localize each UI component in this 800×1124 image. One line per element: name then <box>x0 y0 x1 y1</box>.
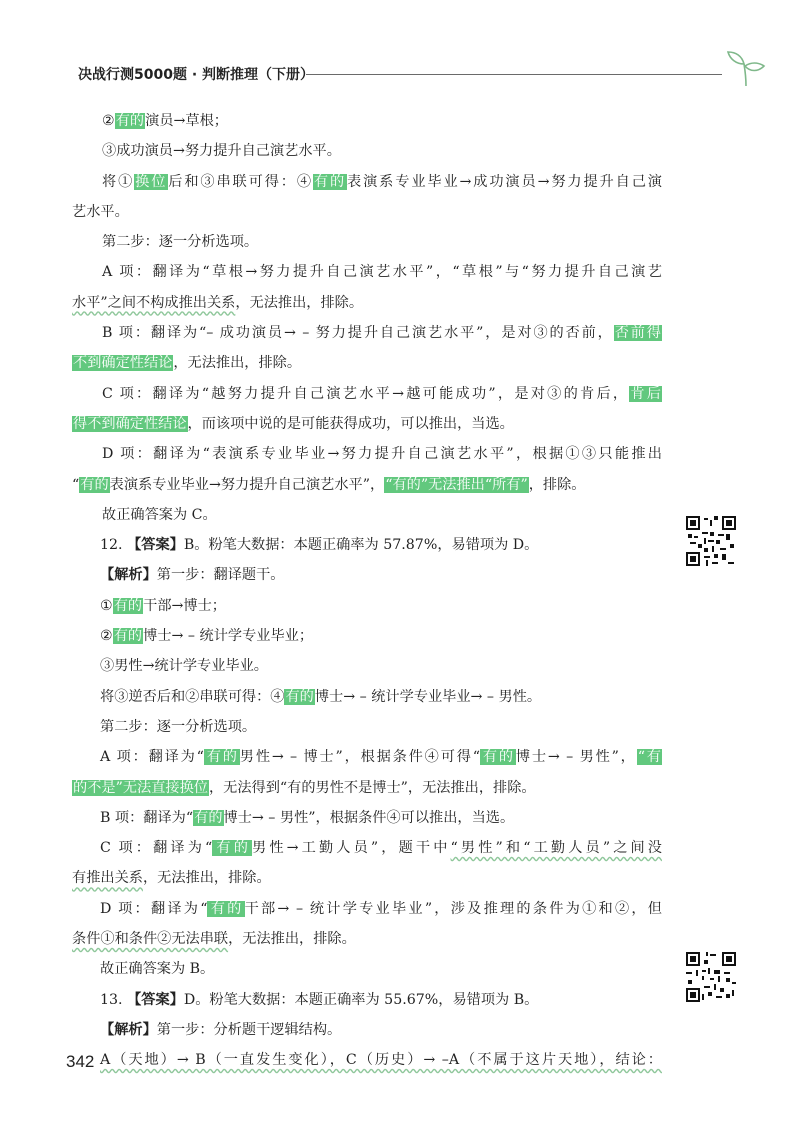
text-run: 艺水平。 <box>72 203 129 220</box>
text-run: 男性→工勤人员”，题干中 <box>252 840 451 857</box>
text-run: 博士→ – 统计学专业毕业； <box>143 628 314 645</box>
underlined-phrase: 有推出关系 <box>72 870 143 887</box>
text-line <box>72 894 662 924</box>
text-run: B。粉笔大数据：本题正确率为 57.87%，易错项为 D。 <box>183 537 539 554</box>
page-number: 342 <box>66 1052 95 1071</box>
qr-code-icon[interactable] <box>686 516 736 566</box>
text-line <box>72 863 662 893</box>
text-run: 第二步：逐一分析选项。 <box>100 718 257 735</box>
underlined-phrase: 水平”之间不构成推出关系 <box>72 294 236 311</box>
text-run: 故正确答案为 C。 <box>102 506 217 523</box>
text-run: B 项：翻译为“ <box>100 809 194 826</box>
text-run: 第二步：逐一分析选项。 <box>102 234 259 251</box>
section-label: 【解析】 <box>100 567 157 584</box>
underlined-phrase: 条件①和条件②无法串联 <box>72 931 229 948</box>
text-line <box>72 348 662 378</box>
text-run: ，无法推出，排除。 <box>235 294 364 311</box>
header-rule <box>306 74 722 75</box>
highlighted-keyword: 有的 <box>115 113 145 129</box>
text-line <box>72 924 662 954</box>
text-line <box>72 167 662 197</box>
text-run: ② <box>102 113 115 129</box>
text-run: 将① <box>102 173 135 190</box>
book-title: 决战行测5000题 · 判断推理（下册） <box>78 67 315 83</box>
text-line <box>72 136 662 166</box>
text-run: 干部→博士； <box>143 597 226 614</box>
highlighted-keyword: 有的 <box>481 749 515 766</box>
text-line <box>72 773 662 803</box>
text-line <box>72 803 662 833</box>
text-run: 将③逆否后和②串联可得：④ <box>100 688 285 705</box>
text-run: ，无法推出，排除。 <box>173 355 302 372</box>
text-run: A 项：翻译为“草根→努力提升自己演艺水平”，“草根”与“努力提升自己演艺 <box>102 264 662 281</box>
highlighted-keyword: 有的 <box>285 688 314 705</box>
text-run: 第一步：翻译题干。 <box>156 567 285 584</box>
highlighted-keyword: 有的 <box>208 900 244 917</box>
text-run: ，排除。 <box>528 476 586 493</box>
text-run: C 项：翻译为“ <box>100 840 213 857</box>
text-run: ，无法推出，排除。 <box>228 931 356 948</box>
text-run: 13. <box>100 991 128 1008</box>
section-label: 【答案】 <box>127 537 184 554</box>
text-run: ，无法推出，排除。 <box>142 870 271 887</box>
text-run: D 项：翻译为“表演系专业毕业→努力提升自己演艺水平”，根据①③只能推出 <box>102 446 662 463</box>
highlighted-keyword: 有的 <box>313 173 347 190</box>
running-header <box>78 62 768 90</box>
text-run: 博士→ – 男性”，根据条件④可以推出，当选。 <box>223 809 515 826</box>
text-run: 后和③串联可得：④ <box>168 173 313 190</box>
text-line <box>72 954 662 984</box>
text-line <box>72 500 662 530</box>
text-run: 12. <box>100 537 128 554</box>
text-run: ③成功演员→努力提升自己演艺水平。 <box>102 143 341 160</box>
text-line <box>72 1045 662 1075</box>
highlighted-keyword: 有的 <box>113 597 143 614</box>
text-run: 博士→ – 统计学专业毕业→ – 男性。 <box>314 688 542 705</box>
underlined-phrase: A（天地）→ B（一直发生变化），C（历史）→ –A（不属于这片天地），结论： <box>100 1052 662 1069</box>
text-run: ③男性→统计学专业毕业。 <box>100 658 268 675</box>
text-line <box>72 985 662 1015</box>
text-run: “ <box>72 476 80 493</box>
text-run: ，而该项中说的是可能获得成功，可以推出，当选。 <box>187 415 514 432</box>
highlighted-keyword: 换位 <box>135 173 168 190</box>
text-run: C 项：翻译为“越努力提升自己演艺水平→越可能成功”，是对③的肯后， <box>102 385 630 402</box>
text-line <box>72 318 662 348</box>
text-run: A 项：翻译为“ <box>100 749 204 766</box>
text-line <box>72 621 662 651</box>
underlined-phrase: “男性”和“工勤人员”之间没 <box>450 840 662 857</box>
text-line <box>72 651 662 681</box>
highlighted-keyword: 不到确定性结论 <box>73 355 173 372</box>
highlighted-keyword: 得不到确定性结论 <box>73 415 187 432</box>
text-run: 表演系专业毕业→成功演员→努力提升自己演 <box>347 173 662 190</box>
text-run: D 项：翻译为“ <box>100 900 208 917</box>
text-run: 第一步：分析题干逻辑结构。 <box>156 1021 342 1038</box>
text-line <box>72 591 662 621</box>
qr-code-icon[interactable] <box>686 952 736 1002</box>
text-line <box>72 439 662 469</box>
text-run: ② <box>100 628 113 645</box>
text-run: 博士→ – 男性”， <box>515 749 637 766</box>
highlighted-keyword: 否前得 <box>614 325 661 342</box>
text-line <box>72 470 662 500</box>
section-label: 【解析】 <box>100 1021 157 1038</box>
highlighted-keyword: “有的”无法推出“所有” <box>385 476 528 493</box>
text-line <box>72 257 662 287</box>
text-run: 男性→ – 博士”，根据条件④可得“ <box>239 749 480 766</box>
highlighted-keyword: 有的 <box>113 628 143 645</box>
text-run: ，无法得到“有的男性不是博士”，无法推出，排除。 <box>208 779 536 796</box>
highlighted-keyword: 肯后 <box>630 385 661 402</box>
text-line <box>72 742 662 772</box>
highlighted-keyword: 有的 <box>80 476 109 493</box>
text-run: 演员→草根； <box>145 113 228 129</box>
section-label: 【答案】 <box>127 991 184 1008</box>
text-line <box>72 560 662 590</box>
text-run: 干部→ – 统计学专业毕业”，涉及推理的条件为①和②，但 <box>244 900 662 917</box>
answer-explanation-body <box>72 106 662 1076</box>
text-line <box>72 106 662 136</box>
text-line <box>72 1015 662 1045</box>
text-run: 故正确答案为 B。 <box>100 961 215 978</box>
text-line <box>72 379 662 409</box>
text-line <box>72 409 662 439</box>
highlighted-keyword: 有的 <box>194 809 223 826</box>
text-run: B 项：翻译为“– 成功演员→ – 努力提升自己演艺水平”，是对③的否前， <box>102 325 614 342</box>
sprout-icon <box>724 44 768 88</box>
text-line <box>72 288 662 318</box>
text-run: ① <box>100 597 113 614</box>
text-line <box>72 833 662 863</box>
text-line <box>72 712 662 742</box>
text-line <box>72 682 662 712</box>
highlighted-keyword: 有的 <box>213 840 252 857</box>
text-line <box>72 227 662 257</box>
text-run: D。粉笔大数据：本题正确率为 55.67%，易错项为 B。 <box>183 991 539 1008</box>
text-run: 表演系专业毕业→努力提升自己演艺水平”， <box>109 476 385 493</box>
text-line <box>72 530 662 560</box>
text-line <box>72 197 662 227</box>
highlighted-keyword: 的不是”无法直接换位 <box>73 779 208 796</box>
highlighted-keyword: “有 <box>637 749 661 766</box>
highlighted-keyword: 有的 <box>204 749 239 766</box>
